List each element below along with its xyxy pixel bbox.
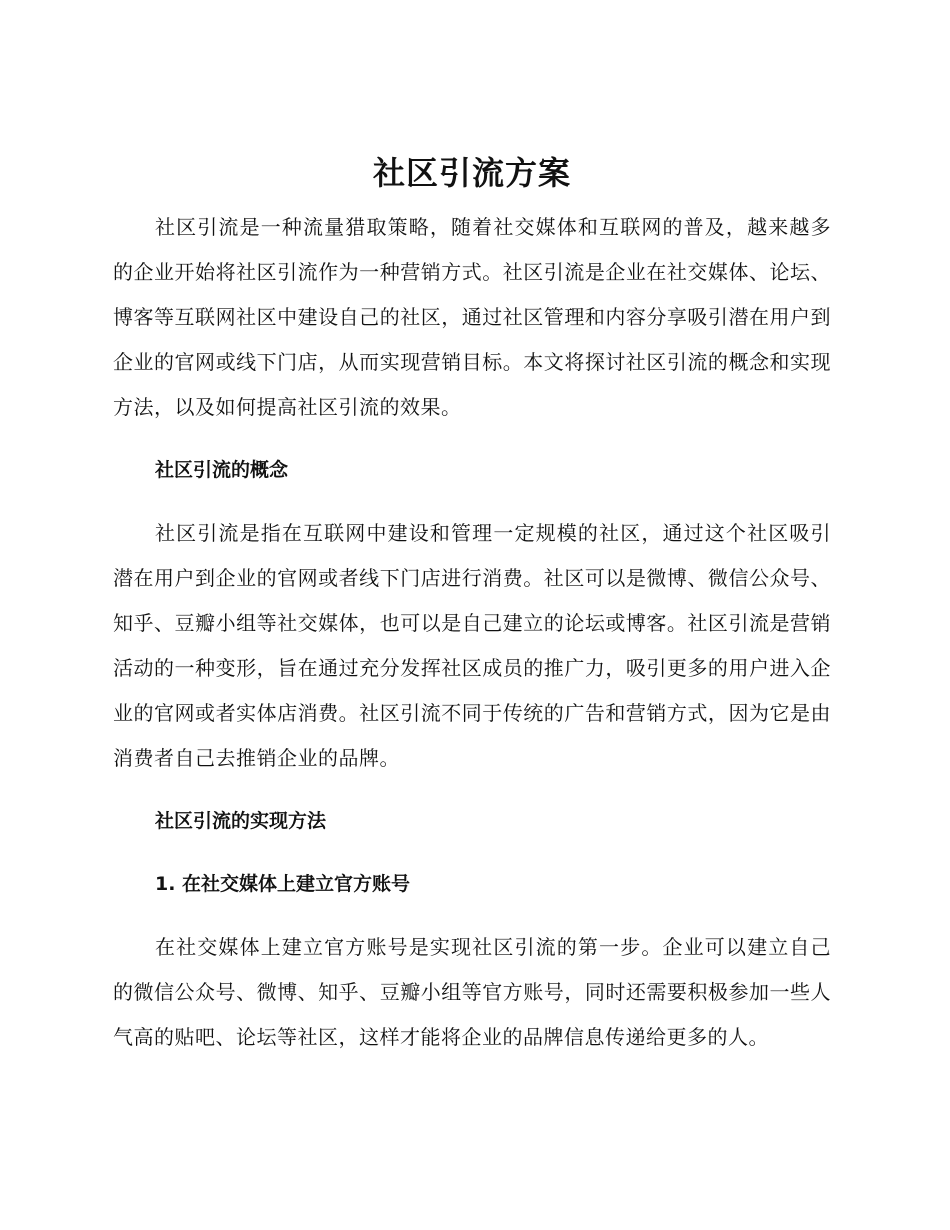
spacer xyxy=(113,197,831,205)
intro-paragraph: 社区引流是一种流量猎取策略，随着社交媒体和互联网的普及，越来越多的企业开始将社区引流作为一种营销方式。社区引流是企业在社交媒体、论坛、博客等互联网社区中建设自己的社区，通过社区管理和内容分享吸引潜在用户到企业的官网或线下门店，从而实现营销目标。本文将探讨社区引流的概念和实现方法，以及如何提高社区引流的效果。 xyxy=(113,215,831,419)
document-title: 社区引流方案 xyxy=(372,154,571,192)
document-content xyxy=(113,149,831,1060)
concept-paragraph: 社区引流是指在互联网中建设和管理一定规模的社区，通过这个社区吸引潜在用户到企业的官网或者线下门店进行消费。社区可以是微博、微信公众号、知乎、豆瓣小组等社交媒体，也可以是自己建立的论坛或博客。社区引流是营销活动的一种变形，旨在通过充分发挥社区成员的推广力，吸引更多的用户进入企业的官网或者实体店消费。社区引流不同于传统的广告和营销方式，因为它是由消费者自己去推销企业的品牌。 xyxy=(113,521,831,770)
section-heading-methods: 社区引流的实现方法 xyxy=(155,810,327,832)
subheading-official-account: 1. 在社交媒体上建立官方账号 xyxy=(155,873,411,895)
official-account-paragraph: 在社交媒体上建立官方账号是实现社区引流的第一步。企业可以建立自己的微信公众号、微博、知乎、豆瓣小组等官方账号，同时还需要积极参加一些人气高的贴吧、论坛等社区，这样才能将企业的品牌信息传递给更多的人。 xyxy=(113,935,831,1049)
spacer xyxy=(113,430,831,448)
spacer xyxy=(113,781,831,799)
spacer xyxy=(113,493,831,511)
section-heading-concept: 社区引流的概念 xyxy=(155,459,289,481)
spacer xyxy=(113,907,831,925)
spacer xyxy=(113,844,831,862)
